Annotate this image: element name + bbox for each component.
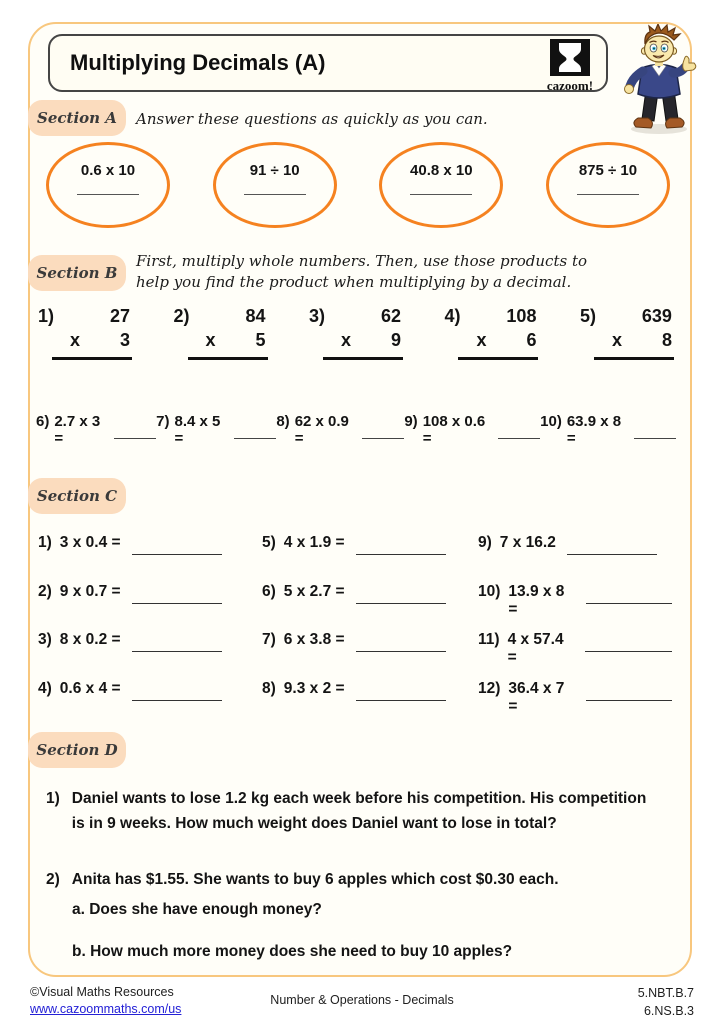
answer-blank <box>362 419 405 439</box>
problem-expression: 62 x 0.9 = <box>294 413 349 447</box>
multiplicand: 108 <box>506 306 537 326</box>
answer-blank <box>585 635 672 652</box>
c-problem <box>478 534 672 583</box>
problem-number: 1) <box>38 534 52 551</box>
c-problem <box>478 680 672 729</box>
inline-problem <box>36 413 156 447</box>
c-problem <box>38 583 262 632</box>
page-title: Multiplying Decimals (A) <box>70 50 326 75</box>
answer-blank <box>356 684 446 701</box>
mascot-boy-illustration <box>612 24 706 136</box>
vertical-problem <box>580 306 672 360</box>
inline-problem <box>404 413 540 447</box>
problem-number: 10) <box>540 413 562 430</box>
problem-number: 6) <box>36 413 50 430</box>
answer-blank <box>244 179 306 195</box>
problem-number: 4) <box>444 306 461 326</box>
problem-expression: 8.4 x 5 = <box>174 413 221 447</box>
problem-number: 9) <box>404 413 418 430</box>
problem-expression: 6 x 3.8 = <box>283 631 345 648</box>
problem-number: 5) <box>579 306 596 326</box>
problem-number: 10) <box>478 582 501 600</box>
problem-expression: 4 x 1.9 = <box>283 534 345 551</box>
multiply-sign: x <box>340 330 351 350</box>
problem-number: 9) <box>478 534 492 551</box>
footer <box>30 984 694 1020</box>
problem-expression: 13.9 x 8 = <box>508 582 565 618</box>
website-link[interactable]: www.cazoommaths.com/us <box>30 1002 182 1016</box>
answer-blank <box>132 684 222 701</box>
problem-expression: 0.6 x 10 <box>80 162 136 179</box>
answer-line <box>188 357 268 360</box>
cazoom-logo-text: cazoom! <box>546 78 594 93</box>
c-problem <box>38 680 262 729</box>
section-c-problems <box>38 534 672 728</box>
oval-problem <box>379 142 503 228</box>
problem-number: 5) <box>262 534 276 551</box>
answer-blank <box>132 587 222 604</box>
vertical-problem <box>173 306 265 360</box>
answer-blank <box>132 635 222 652</box>
section-b-vertical-problems <box>38 306 672 360</box>
oval-problem <box>546 142 670 228</box>
answer-blank <box>498 419 541 439</box>
problem-expression: 4 x 57.4 = <box>507 631 564 666</box>
answer-blank <box>634 419 676 439</box>
c-problem <box>38 534 262 583</box>
multiplicand: 84 <box>245 306 266 326</box>
multiplier: 6 <box>526 330 537 350</box>
answer-blank <box>586 684 672 701</box>
problem-number: 2) <box>46 871 60 888</box>
c-problem <box>478 631 672 680</box>
problem-number: 1) <box>38 306 55 326</box>
c-problem <box>38 631 262 680</box>
multiplicand: 62 <box>380 306 401 326</box>
word-problem-sub-question: b. How much more money does she need to buy 10 apples? <box>72 943 513 960</box>
section-b-label: Section B <box>28 255 126 291</box>
problem-number: 3) <box>38 631 52 648</box>
vertical-problem <box>38 306 130 360</box>
problem-expression: 9.3 x 2 = <box>283 679 345 697</box>
answer-blank <box>410 179 472 195</box>
answer-blank <box>132 538 222 555</box>
answer-line <box>52 357 132 360</box>
word-problem-sub-question: a. Does she have enough money? <box>72 901 322 918</box>
section-a-label: Section A <box>28 100 126 136</box>
problem-expression: 108 x 0.6 = <box>422 413 486 447</box>
oval-problem <box>46 142 170 228</box>
problem-expression: 7 x 16.2 <box>499 534 556 551</box>
problem-number: 8) <box>276 413 290 430</box>
c-problem <box>478 583 672 632</box>
problem-number: 2) <box>173 306 190 326</box>
footer-topic-label: Number & Operations - Decimals <box>270 993 454 1007</box>
problem-number: 6) <box>262 582 276 600</box>
problem-number: 7) <box>262 631 276 648</box>
answer-blank <box>356 538 446 555</box>
answer-blank <box>567 538 657 555</box>
problem-number: 8) <box>262 679 276 697</box>
c-problem <box>262 631 478 680</box>
c-problem <box>262 583 478 632</box>
answer-blank <box>234 419 277 439</box>
multiply-sign: x <box>70 330 81 350</box>
answer-blank <box>577 179 639 195</box>
inline-problem <box>156 413 276 447</box>
multiplier: 8 <box>661 330 672 350</box>
multiplier: 3 <box>120 330 131 350</box>
multiplicand: 639 <box>641 306 672 326</box>
problem-text: Daniel wants to lose 1.2 kg each week before his competition. His competition is in 9 weeks. How much weight does Daniel want to lose in total? <box>71 790 647 832</box>
answer-line <box>594 357 674 360</box>
oval-problem <box>213 142 337 228</box>
problem-expression: 63.9 x 8 = <box>566 413 622 447</box>
vertical-problem <box>444 306 536 360</box>
section-c-label: Section C <box>28 478 126 514</box>
copyright-text: ©Visual Maths Resources <box>30 985 174 999</box>
answer-blank <box>356 587 446 604</box>
problem-expression: 36.4 x 7 = <box>508 679 565 715</box>
answer-line <box>458 357 538 360</box>
problem-expression: 5 x 2.7 = <box>283 582 345 600</box>
answer-line <box>323 357 403 360</box>
answer-blank <box>77 179 139 195</box>
section-a-problems <box>46 142 670 228</box>
vertical-problem <box>309 306 401 360</box>
problem-expression: 0.6 x 4 = <box>59 679 121 697</box>
problem-number: 1) <box>46 790 60 807</box>
inline-problem <box>540 413 676 447</box>
multiply-sign: x <box>476 330 487 350</box>
multiply-sign: x <box>205 330 216 350</box>
c-problem <box>262 534 478 583</box>
problem-expression: 8 x 0.2 = <box>59 631 121 648</box>
problem-expression: 3 x 0.4 = <box>59 534 121 551</box>
multiplicand: 27 <box>109 306 131 326</box>
section-d-problems <box>46 786 658 964</box>
cazoom-logo-icon <box>546 39 594 93</box>
problem-number: 12) <box>478 679 501 697</box>
word-problem <box>46 786 658 836</box>
problem-text: Anita has $1.55. She wants to buy 6 apples which cost $0.30 each. <box>71 871 559 888</box>
section-a-instruction: Answer these questions as quickly as you can. <box>136 110 488 128</box>
c-problem <box>262 680 478 729</box>
problem-expression: 40.8 x 10 <box>410 162 473 179</box>
problem-number: 7) <box>156 413 170 430</box>
multiply-sign: x <box>611 330 622 350</box>
problem-number: 3) <box>308 306 325 326</box>
problem-expression: 9 x 0.7 = <box>59 582 121 600</box>
standard-code: 5.NBT.B.7 <box>637 986 694 1000</box>
multiplier: 5 <box>255 330 266 350</box>
problem-expression: 91 ÷ 10 <box>249 162 300 179</box>
problem-number: 11) <box>478 631 500 648</box>
problem-expression: 2.7 x 3 = <box>54 413 101 447</box>
section-b-instruction: First, multiply whole numbers. Then, use those products to help you find the product when multiplying by a decimal. <box>136 252 588 291</box>
problem-number: 2) <box>38 582 52 600</box>
title-box <box>48 34 608 92</box>
inline-problem <box>276 413 404 447</box>
answer-blank <box>356 635 446 652</box>
section-b-inline-problems <box>36 413 676 447</box>
answer-blank <box>586 587 672 604</box>
standard-code: 6.NS.B.3 <box>643 1004 694 1018</box>
section-d-label: Section D <box>28 732 126 768</box>
multiplier: 9 <box>390 330 401 350</box>
answer-blank <box>114 419 157 439</box>
problem-expression: 875 ÷ 10 <box>578 162 638 179</box>
problem-number: 4) <box>38 679 52 697</box>
word-problem <box>46 867 658 892</box>
